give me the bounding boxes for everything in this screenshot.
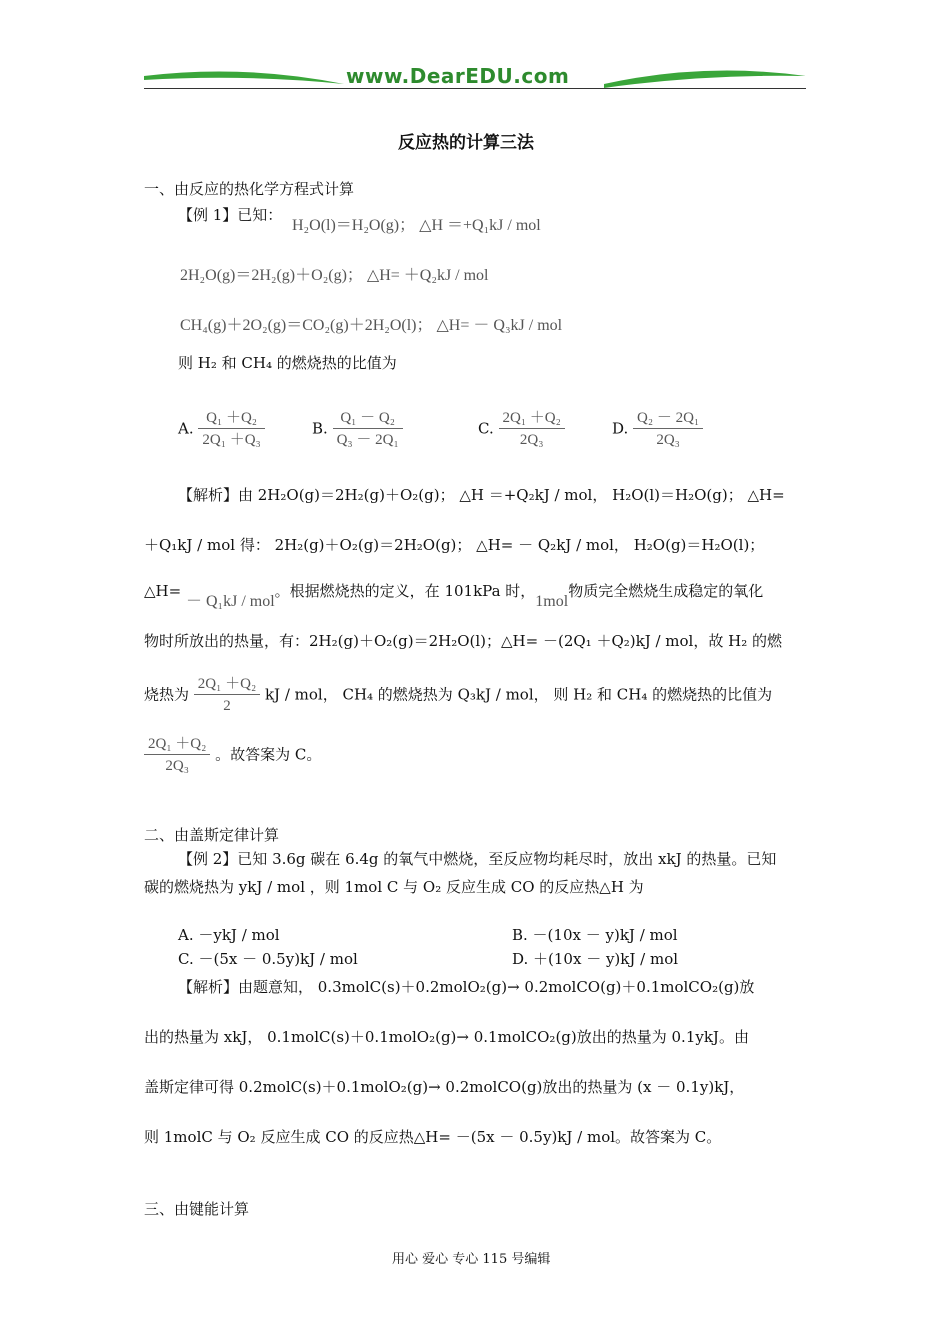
- site-logo[interactable]: www.DearEDU.com: [346, 64, 570, 88]
- fraction: $\frac{\text{2Q₁ ＋Q₂}}{\text{2Q₃}}$: [144, 734, 210, 777]
- question-text: 则 H₂ 和 CH₄ 的燃烧热的比值为: [178, 354, 397, 372]
- solution-2-line-4: 则 1molC 与 O₂ 反应生成 CO 的反应热△H= －(5x － 0.5y)kJ / mol。故答案为 C。: [144, 1128, 722, 1146]
- solution-1-line-6: $\frac{\text{2Q₁ ＋Q₂}}{\text{2Q₃}}$ 。故答案为 C。: [144, 734, 321, 777]
- solution-2-line-3: 盖斯定律可得 0.2molC(s)＋0.1molO₂(g)→ 0.2molCO(g)放出的热量为 (x － 0.1y)kJ，: [144, 1078, 745, 1096]
- header-rule: [144, 88, 806, 89]
- section-heading-3: 三、由键能计算: [144, 1200, 250, 1218]
- leaf-decoration-left-icon: [144, 66, 344, 88]
- example-2-line-2: 碳的燃烧热为 ykJ / mol ，则 1mol C 与 O₂ 反应生成 CO 的反应热△H 为: [144, 878, 644, 896]
- fraction: $\frac{\text{2Q₁ ＋Q₂}}{2}$: [194, 674, 260, 717]
- option-fraction: $\frac{\text{Q₂ － 2Q₁}}{\text{2Q₃}}$: [633, 408, 703, 451]
- option-c[interactable]: C. －(5x － 0.5y)kJ / mol: [178, 950, 358, 968]
- example-1-label: 【例 1】已知：: [178, 206, 283, 224]
- option-a[interactable]: [178, 408, 265, 451]
- option-fraction: $\frac{\text{2Q₁ ＋Q₂}}{\text{2Q₃}}$: [499, 408, 565, 451]
- example-2-line-1: 【例 2】已知 3.6g 碳在 6.4g 的氧气中燃烧，至反应物均耗尽时，放出 xkJ 的热量。已知: [178, 850, 777, 868]
- option-label: C.: [478, 419, 494, 438]
- solution-1-line-3: △H= － Q₁kJ / mol。根据燃烧热的定义，在 101kPa 时，1mol物质完全燃烧生成稳定的氧化: [144, 582, 764, 610]
- solution-2-line-1: 【解析】由题意知， 0.3molC(s)＋0.2molO₂(g)→ 0.2molCO(g)＋0.1molCO₂(g)放: [178, 978, 755, 996]
- option-b[interactable]: [312, 408, 403, 451]
- header-banner: [144, 62, 806, 90]
- option-a[interactable]: A. －ykJ / mol: [178, 926, 280, 944]
- option-fraction: $\frac{\text{Q₁ ＋Q₂}}{\text{2Q₁ ＋Q₃}}$: [198, 408, 264, 451]
- equation-3: CH₄(g)＋2O₂(g)＝CO₂(g)＋2H₂O(l)； △H= － Q₃kJ / mol: [180, 317, 563, 334]
- option-label: D.: [612, 419, 629, 438]
- solution-1-line-1: 【解析】由 2H₂O(g)＝2H₂(g)＋O₂(g)； △H ＝+Q₂kJ / mol， H₂O(l)＝H₂O(g)； △H=: [178, 486, 785, 504]
- solution-1-line-5: 烧热为 $\frac{\text{2Q₁ ＋Q₂}}{2}$ kJ / mol， CH₄ 的燃烧热为 Q₃kJ / mol， 则 H₂ 和 CH₄ 的燃烧热的比值为: [144, 674, 772, 717]
- equation-1: H₂O(l)＝H₂O(g)； △H ＝+Q₁kJ / mol: [292, 217, 541, 234]
- option-d[interactable]: D. ＋(10x － y)kJ / mol: [512, 950, 679, 968]
- page-title: 反应热的计算三法: [398, 133, 534, 153]
- section-heading-2: 二、由盖斯定律计算: [144, 826, 280, 844]
- option-label: A.: [178, 419, 194, 438]
- solution-2-line-2: 出的热量为 xkJ， 0.1molC(s)＋0.1molO₂(g)→ 0.1molCO₂(g)放出的热量为 0.1ykJ。由: [144, 1028, 749, 1046]
- option-b[interactable]: B. －(10x － y)kJ / mol: [512, 926, 678, 944]
- option-label: B.: [312, 419, 328, 438]
- option-fraction: $\frac{\text{Q₁ － Q₂}}{\text{Q₃ － 2Q₁}}$: [333, 408, 403, 451]
- solution-1-line-2: ＋Q₁kJ / mol 得： 2H₂(g)＋O₂(g)＝2H₂O(g)； △H= － Q₂kJ / mol， H₂O(g)＝H₂O(l)；: [144, 536, 765, 554]
- equation-2: 2H₂O(g)＝2H₂(g)＋O₂(g)； △H= ＋Q₂kJ / mol: [180, 267, 489, 284]
- page-footer: 用心 爱心 专心 115 号编辑: [392, 1252, 551, 1267]
- option-d[interactable]: [612, 408, 703, 451]
- solution-1-line-4: 物时所放出的热量，有：2H₂(g)＋O₂(g)＝2H₂O(l)；△H= －(2Q₁ ＋Q₂)kJ / mol，故 H₂ 的燃: [144, 632, 782, 650]
- leaf-decoration-right-icon: [604, 66, 806, 88]
- section-heading-1: 一、由反应的热化学方程式计算: [144, 180, 355, 198]
- option-c[interactable]: [478, 408, 565, 451]
